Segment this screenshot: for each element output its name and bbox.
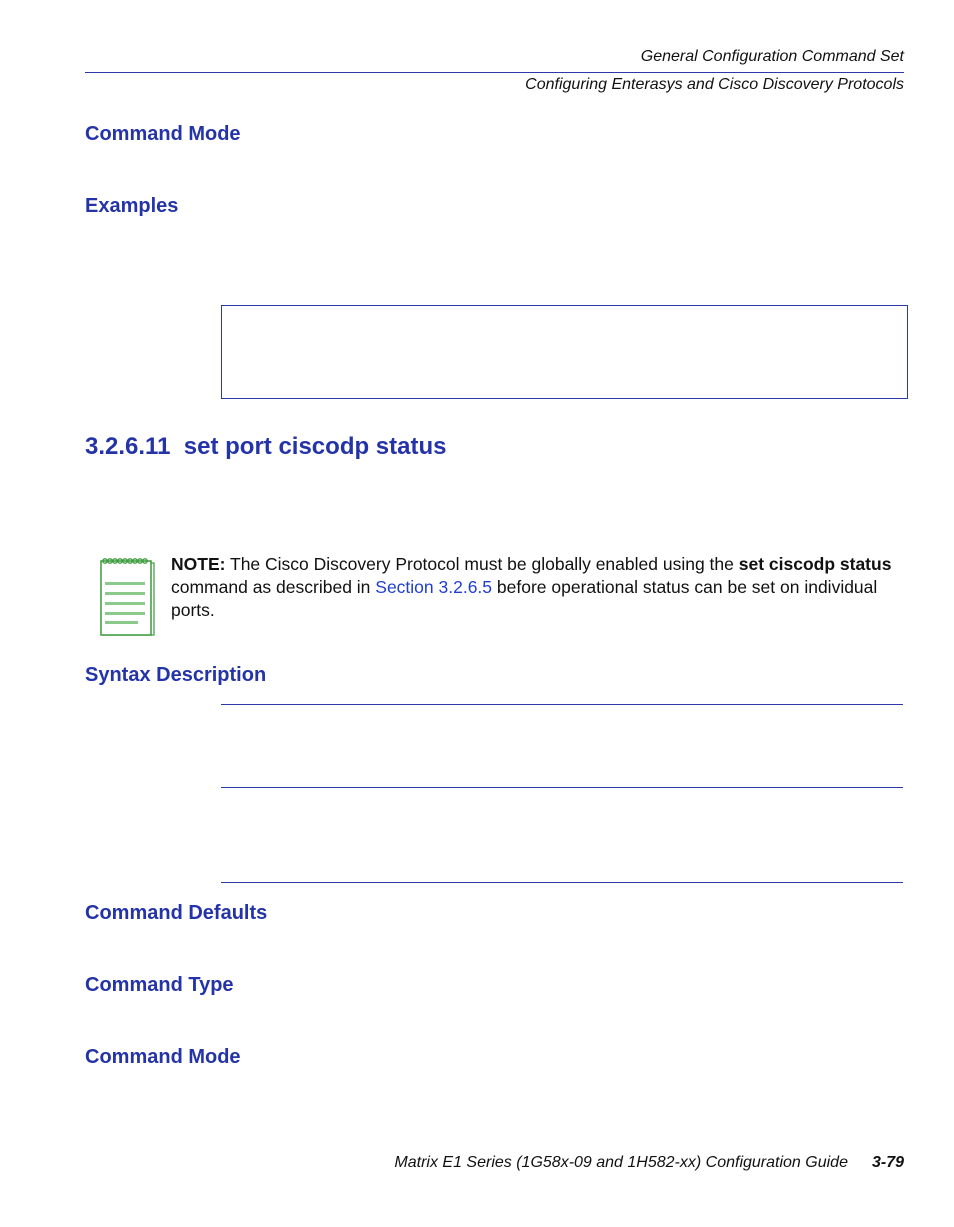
note-command: set ciscodp status — [738, 554, 892, 574]
heading-command-mode-2: Command Mode — [85, 1046, 241, 1068]
note-text — [171, 553, 906, 622]
table-rule-middle — [221, 787, 903, 788]
footer-guide-title: Matrix E1 Series (1G58x-09 and 1H582-xx) Configuration Guide — [394, 1154, 848, 1171]
heading-command-mode: Command Mode — [85, 123, 241, 145]
page-footer — [394, 1154, 904, 1172]
note-text-part: command as described in — [171, 577, 376, 597]
heading-syntax-description: Syntax Description — [85, 664, 267, 686]
note-text-part: The Cisco Discovery Protocol must be globally enabled using the — [225, 554, 739, 574]
note-label: NOTE: — [171, 554, 226, 574]
header-rule — [85, 72, 904, 73]
table-rule-top — [221, 704, 903, 705]
page-number: 3-79 — [871, 1154, 904, 1171]
table-rule-bottom — [221, 882, 903, 883]
heading-command-type: Command Type — [85, 974, 234, 996]
section-title — [85, 433, 447, 461]
section-number: 3.2.6.11 — [85, 433, 171, 460]
example-box — [221, 305, 908, 399]
section-name: set port ciscodp status — [183, 433, 447, 460]
running-header-chapter: General Configuration Command Set — [640, 48, 904, 65]
section-link[interactable]: Section 3.2.6.5 — [375, 577, 493, 597]
note-text-part: before operational status can be set on individual ports. — [171, 577, 878, 620]
heading-examples: Examples — [85, 195, 179, 217]
notepad-icon — [100, 557, 156, 637]
heading-command-defaults: Command Defaults — [85, 902, 268, 924]
running-header-section: Configuring Enterasys and Cisco Discovery Protocols — [525, 76, 904, 93]
